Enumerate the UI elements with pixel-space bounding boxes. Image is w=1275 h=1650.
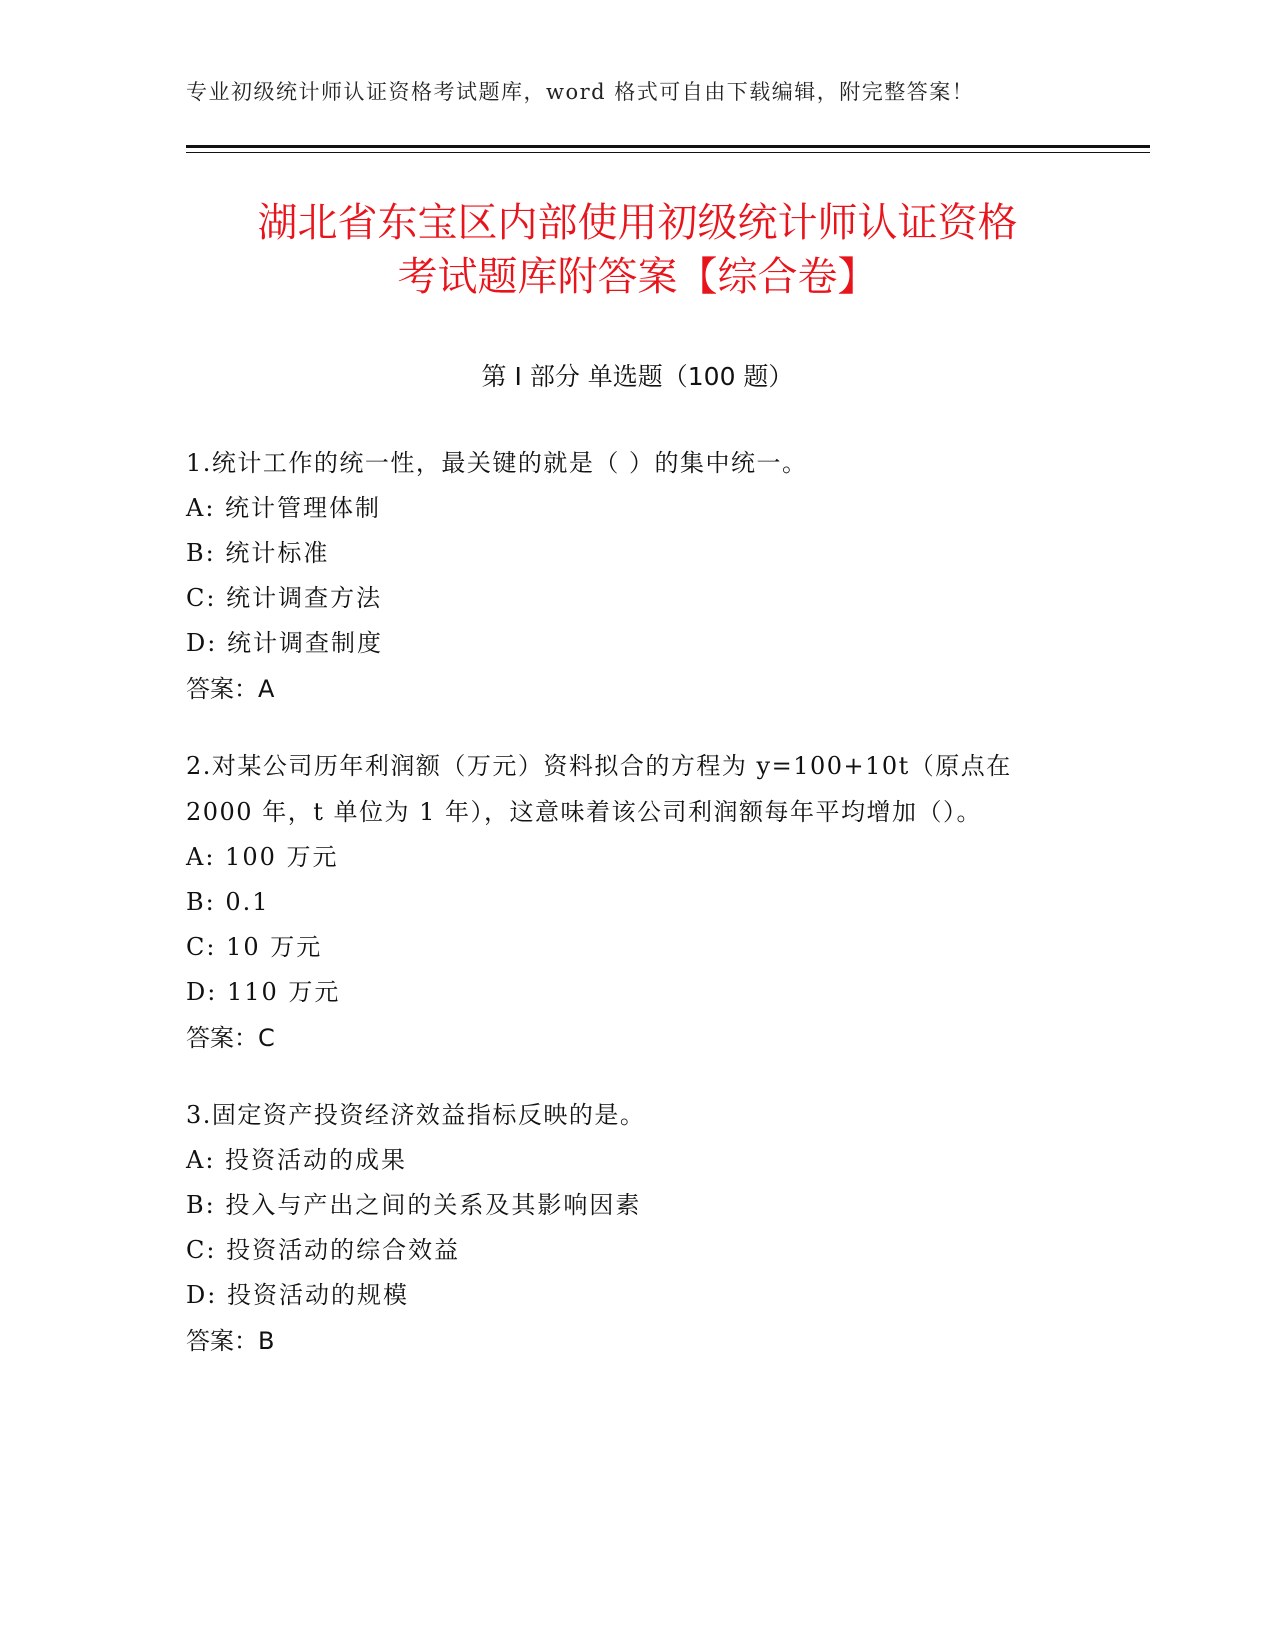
question-1 [186,440,1086,712]
question-3 [186,1092,1086,1364]
title-line-1: 湖北省东宝区内部使用初级统计师认证资格 [257,200,1018,246]
option-d: D: 投资活动的规模 [186,1281,409,1309]
answer: 答案：A [186,675,275,703]
option-b: B: 0.1 [186,888,270,916]
question-text: 3.固定资产投资经济效益指标反映的是。 [186,1101,646,1129]
option-c: C: 10 万元 [186,933,323,961]
option-c: C: 投资活动的综合效益 [186,1236,461,1264]
option-b: B: 统计标准 [186,539,330,567]
header-note: 专业初级统计师认证资格考试题库，word 格式可自由下载编辑，附完整答案！ [186,80,975,104]
answer: 答案：B [186,1327,275,1355]
option-d: D: 统计调查制度 [186,629,383,657]
option-c: C: 统计调查方法 [186,584,383,612]
question-list [186,440,1086,1395]
document-title [140,196,1135,304]
option-d: D: 110 万元 [186,978,341,1006]
question-2 [186,743,1086,1061]
answer: 答案：C [186,1024,275,1052]
header-rule-thin [186,152,1150,153]
question-text: 2.对某公司历年利润额（万元）资料拟合的方程为 y=100+10t（原点在 2000 年，t 单位为 1 年），这意味着该公司利润额每年平均增加（）。 [186,752,1012,826]
option-a: A: 100 万元 [186,843,339,871]
option-a: A: 投资活动的成果 [186,1146,408,1174]
question-text: 1.统计工作的统一性，最关键的就是（ ）的集中统一。 [186,449,808,477]
title-line-2: 考试题库附答案【综合卷】 [397,254,878,300]
section-title: 第 I 部分 单选题（100 题） [481,362,794,391]
option-b: B: 投入与产出之间的关系及其影响因素 [186,1191,642,1219]
option-a: A: 统计管理体制 [186,494,382,522]
header-rule-thick [186,145,1150,148]
